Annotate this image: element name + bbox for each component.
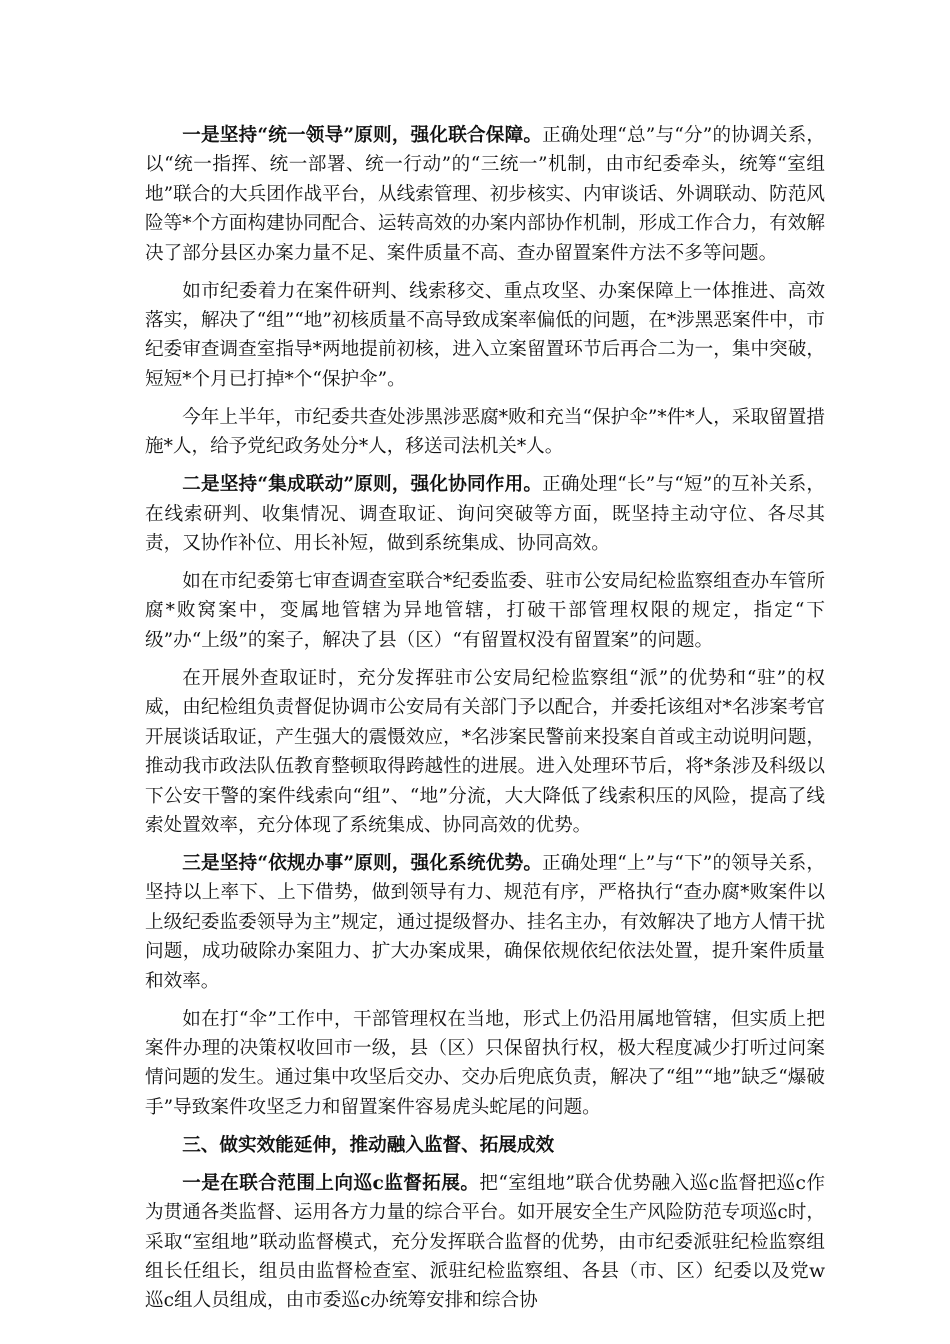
paragraph-4 bbox=[145, 470, 825, 558]
paragraph-2 bbox=[145, 277, 825, 395]
paragraph-lead: 三是坚持“依规办事”原则，强化系统优势。 bbox=[182, 852, 543, 874]
paragraph-6 bbox=[145, 664, 825, 840]
paragraph-text: 今年上半年，市纪委共查处涉黑涉恶腐*败和充当“保护伞”*件*人，采取留置措施*人，给予党纪政务处分*人，移送司法机关*人。 bbox=[145, 406, 825, 458]
paragraph-text: 如市纪委着力在案件研判、线索移交、重点攻坚、办案保障上一体推进、高效落实，解决了“组”“地”初核质量不高导致成案率偏低的问题，在*涉黑恶案件中，市纪委审查调查室指导*两地提前初核，进入立案留置环节后再合二为一，集中突破，短短*个月已打掉*个“保护伞”。 bbox=[145, 280, 825, 390]
paragraph-text: 如在打“伞”工作中，干部管理权在当地，形式上仍沿用属地管辖，但实质上把案件办理的决策权收回市一级，县（区）只保留执行权，极大程度减少打听过问案情问题的发生。通过集中攻坚后交办、交办后兜底负责，解决了“组”“地”缺乏“爆破手”导致案件攻坚乏力和留置案件容易虎头蛇尾的问题。 bbox=[145, 1008, 825, 1118]
paragraph-8 bbox=[145, 1005, 825, 1123]
paragraph-lead: 一是在联合范围上向巡c监督拓展。 bbox=[182, 1172, 480, 1194]
document-page bbox=[145, 121, 825, 1324]
paragraph-lead: 一是坚持“统一领导”原则，强化联合保障。 bbox=[182, 125, 543, 146]
paragraph-9 bbox=[145, 1169, 825, 1316]
paragraph-text: 如在市纪委第七审查调查室联合*纪委监委、驻市公安局纪检监察组查办车管所腐*败窝案中，变属地管辖为异地管辖，打破干部管理权限的规定，指定“下级”办“上级”的案子，解决了县（区）“有留置权没有留置案”的问题。 bbox=[145, 571, 825, 651]
paragraph-1 bbox=[145, 121, 825, 268]
paragraph-text: 正确处理“长”与“短”的互补关系，在线索研判、收集情况、调查取证、询问突破等方面，既坚持主动守位、各尽其责，又协作补位、用长补短，做到系统集成、协同高效。 bbox=[145, 474, 825, 555]
section-heading: 三、做实效能延伸，推动融入监督、拓展成效 bbox=[182, 1134, 555, 1156]
paragraph-text: 正确处理“总”与“分”的协调关系，以“统一指挥、统一部署、统一行动”的“三统一”机制，由市纪委牵头，统筹“室组地”联合的大兵团作战平台，从线索管理、初步核实、内审谈话、外调联动、防范风险等*个方面构建协同配合、运转高效的办案内部协作机制，形成工作合力，有效解决了部分县区办案力量不足、案件质量不高、查办留置案件方法不多等问题。 bbox=[145, 125, 825, 264]
paragraph-7 bbox=[145, 849, 825, 996]
paragraph-lead: 二是坚持“集成联动”原则，强化协同作用。 bbox=[182, 474, 543, 496]
paragraph-3 bbox=[145, 403, 825, 462]
paragraph-5 bbox=[145, 567, 825, 655]
paragraph-text: 正确处理“上”与“下”的领导关系，坚持以上率下、上下借势，做到领导有力、规范有序，严格执行“查办腐*败案件以上级纪委监委领导为主”规定，通过提级督办、挂名主办，有效解决了地方人情干扰问题，成功破除办案阻力、扩大办案成果，确保依规依纪依法处置，提升案件质量和效率。 bbox=[145, 852, 825, 992]
paragraph-text: 在开展外查取证时，充分发挥驻市公安局纪检监察组“派”的优势和“驻”的权威，由纪检组负责督促协调市公安局有关部门予以配合，并委托该组对*名涉案考官开展谈话取证，产生强大的震慑效应，*名涉案民警前来投案自首或主动说明问题，推动我市政法队伍教育整顿取得跨越性的进展。进入处理环节后，将*条涉及科级以下公安干警的案件线索向“组”、“地”分流，大大降低了线索积压的风险，提高了线索处置效率，充分体现了系统集成、协同高效的优势。 bbox=[145, 667, 825, 836]
paragraph-text: 把“室组地”联合优势融入巡c监督把巡c作为贯通各类监督、运用各方力量的综合平台。如开展安全生产风险防范专项巡c时，采取“室组地”联动监督模式，充分发挥联合监督的优势，由市纪委派驻纪检监察组组长任组长，组员由监督检查室、派驻纪检监察组、各县（市、区）纪委以及党w巡c组人员组成，由市委巡c办统筹安排和综合协 bbox=[145, 1172, 826, 1312]
